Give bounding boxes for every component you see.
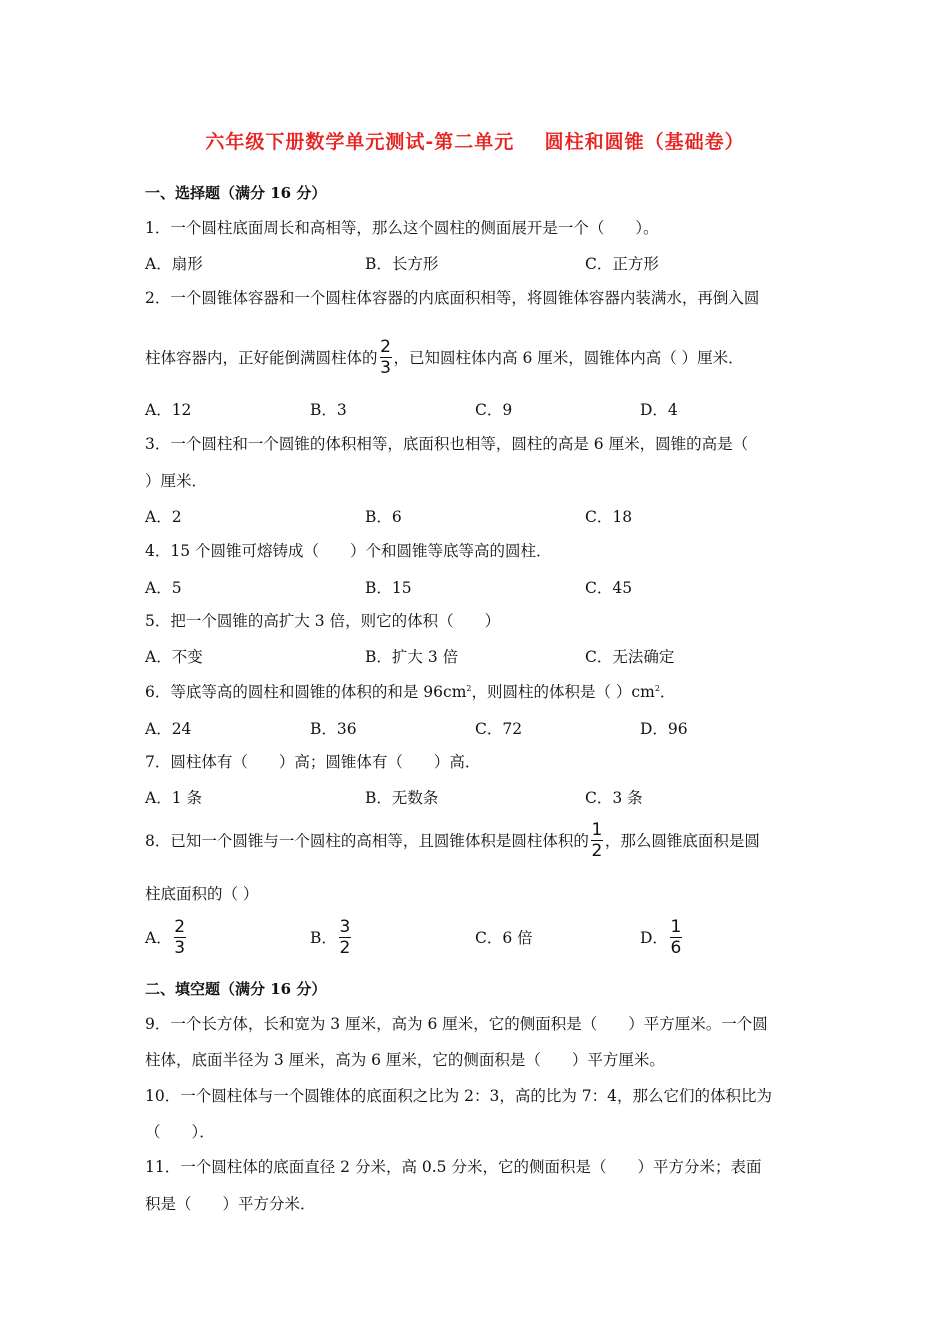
q2-option-b: B．3 (310, 401, 347, 419)
question-10-line-1: 10．一个圆柱体与一个圆锥体的底面积之比为 2：3，高的比为 7：4，那么它们的体积比为 (145, 1087, 773, 1105)
q2-fraction-denominator: 3 (380, 357, 391, 378)
question-2-line-1: 2．一个圆锥体容器和一个圆柱体容器的内底面积相等，将圆锥体容器内装满水，再倒入圆 (145, 289, 760, 307)
fraction-numerator: 2 (174, 916, 186, 937)
q1-option-b: B．长方形 (365, 255, 439, 273)
fraction-numerator: 1 (670, 916, 682, 937)
q6-option-d: D．96 (640, 720, 688, 738)
q7-option-c: C．3 条 (585, 789, 643, 807)
question-11-line-1: 11．一个圆柱体的底面直径 2 分米，高 0.5 分米，它的侧面积是（ ）平方分米；表面 (145, 1158, 762, 1176)
question-4: 4．15 个圆锥可熔铸成（ ）个和圆锥等底等高的圆柱． (145, 542, 552, 560)
question-8-line-1 (145, 818, 760, 862)
q4-option-a: A．5 (145, 579, 182, 597)
q3-option-c: C．18 (585, 508, 633, 526)
question-5: 5．把一个圆锥的高扩大 3 倍，则它的体积（ ） (145, 612, 501, 630)
q4-option-c: C．45 (585, 579, 633, 597)
fraction-denominator: 3 (174, 937, 186, 958)
q2-option-c: C．9 (475, 401, 513, 419)
question-3-line-2: ）厘米． (145, 472, 208, 490)
q8-option-d-fraction (670, 918, 682, 957)
q1-option-c: C．正方形 (585, 255, 659, 273)
q8-option-c-text: C．6 倍 (475, 929, 533, 947)
question-1: 1．一个圆柱底面周长和高相等，那么这个圆柱的侧面展开是一个（ ）。 (145, 219, 659, 237)
q8-option-a (145, 915, 188, 959)
q2-fraction-numerator: 2 (380, 336, 391, 357)
q2-option-a: A．12 (145, 401, 192, 419)
q8-option-a-label: A． (145, 929, 172, 947)
q6-option-b: B．36 (310, 720, 357, 738)
q8-text-a: 8．已知一个圆锥与一个圆柱的高相等，且圆锥体积是圆柱体积的 (145, 832, 589, 850)
page-title: 六年级下册数学单元测试-第二单元 圆柱和圆锥（基础卷） (205, 131, 745, 153)
fraction-denominator: 2 (339, 937, 351, 958)
q5-option-c: C．无法确定 (585, 648, 675, 666)
question-9-line-1: 9．一个长方体，长和宽为 3 厘米，高为 6 厘米，它的侧面积是（ ）平方厘米。一个圆 (145, 1015, 768, 1033)
q8-option-a-fraction (174, 918, 186, 957)
q2-option-d: D．4 (640, 401, 678, 419)
q6-option-a: A．24 (145, 720, 192, 738)
fraction-denominator: 6 (670, 937, 682, 958)
q6-text-a: 6．等底等高的圆柱和圆锥的体积的和是 96cm (145, 683, 467, 701)
q6-superscript-1: 2 (466, 684, 472, 693)
question-3-line-1: 3．一个圆柱和一个圆锥的体积相等，底面积也相等，圆柱的高是 6 厘米，圆锥的高是（ (145, 435, 749, 453)
question-10-line-2: （ ）． (145, 1123, 215, 1141)
question-9-line-2: 柱体，底面半径为 3 厘米，高为 6 厘米，它的侧面积是（ ）平方厘米。 (145, 1051, 665, 1069)
q2-text-b: ，已知圆柱体内高 6 厘米，圆锥体内高（ ）厘米． (393, 349, 744, 367)
question-6 (145, 680, 675, 702)
q8-fraction (591, 821, 603, 860)
q6-superscript-2: 2 (654, 684, 660, 693)
q2-text-a: 柱体容器内，正好能倒满圆柱体的 (145, 349, 378, 367)
q6-option-c: C．72 (475, 720, 523, 738)
q3-option-b: B．6 (365, 508, 402, 526)
q8-option-d-label: D． (640, 929, 668, 947)
section-fill-heading: 二、填空题（满分 16 分） (145, 980, 327, 998)
q8-option-d (640, 915, 684, 959)
question-2-line-2 (145, 335, 744, 379)
q8-option-c (475, 915, 533, 959)
q7-option-b: B．无数条 (365, 789, 439, 807)
q3-option-a: A．2 (145, 508, 182, 526)
q8-text-b: ，那么圆锥底面积是圆 (604, 832, 760, 850)
q1-option-a: A．扇形 (145, 255, 203, 273)
q6-text-b: ，则圆柱的体积是（ ）cm (471, 683, 655, 701)
q2-fraction (380, 338, 392, 377)
q5-option-b: B．扩大 3 倍 (365, 648, 459, 666)
section-choice-heading: 一、选择题（满分 16 分） (145, 184, 327, 202)
q8-option-b-label: B． (310, 929, 337, 947)
question-8-line-2: 柱底面积的（ ） (145, 885, 259, 903)
q7-option-a: A．1 条 (145, 789, 202, 807)
question-11-line-2: 积是（ ）平方分米． (145, 1195, 316, 1213)
q8-fraction-numerator: 1 (591, 819, 603, 840)
q6-text-c: ． (659, 683, 676, 701)
q8-fraction-denominator: 2 (591, 840, 603, 861)
q4-option-b: B．15 (365, 579, 412, 597)
q5-option-a: A．不变 (145, 648, 203, 666)
q8-option-b (310, 915, 353, 959)
q8-option-b-fraction (339, 918, 351, 957)
fraction-numerator: 3 (339, 916, 351, 937)
question-7: 7．圆柱体有（ ）高；圆锥体有（ ）高． (145, 753, 481, 771)
